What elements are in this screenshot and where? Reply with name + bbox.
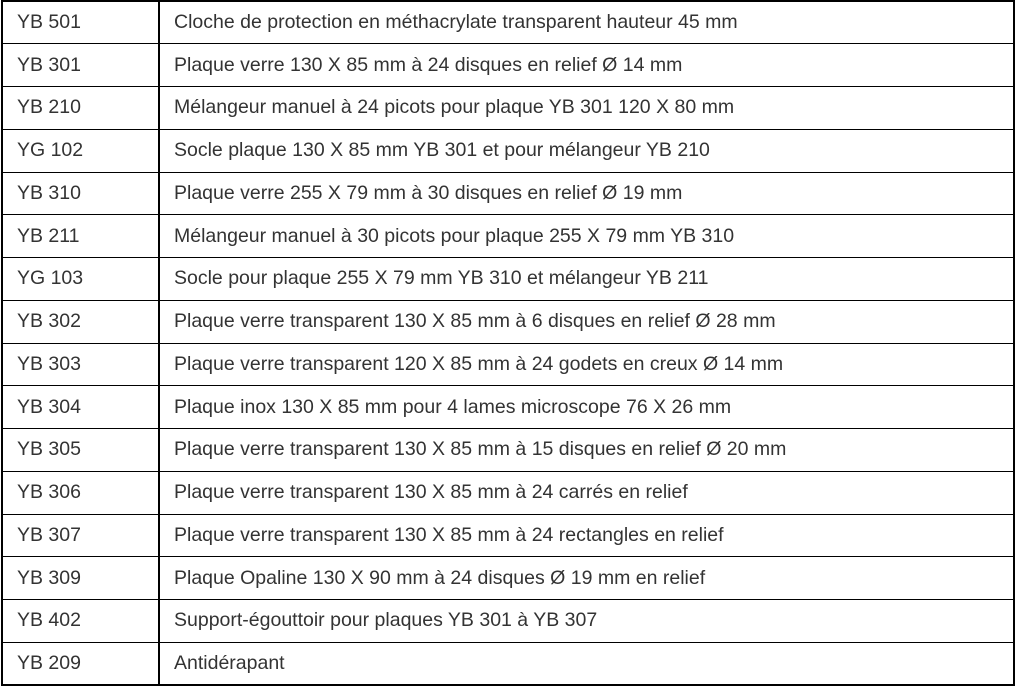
product-description: Support-égouttoir pour plaques YB 301 à YB 307 (159, 600, 1014, 643)
table-row (2, 172, 1014, 215)
product-description: Plaque verre transparent 130 X 85 mm à 24 rectangles en relief (159, 514, 1014, 557)
product-description: Socle plaque 130 X 85 mm YB 301 et pour mélangeur YB 210 (159, 129, 1014, 172)
product-code: YG 102 (2, 129, 159, 172)
product-code: YB 211 (2, 215, 159, 258)
product-code: YB 209 (2, 642, 159, 685)
product-code: YB 210 (2, 87, 159, 130)
table-row (2, 642, 1014, 685)
product-description: Plaque verre transparent 120 X 85 mm à 24 godets en creux Ø 14 mm (159, 343, 1014, 386)
product-description: Antidérapant (159, 642, 1014, 685)
table-row (2, 514, 1014, 557)
product-code: YB 309 (2, 557, 159, 600)
table-row (2, 557, 1014, 600)
product-description: Plaque verre transparent 130 X 85 mm à 24 carrés en relief (159, 471, 1014, 514)
table-row (2, 343, 1014, 386)
table-row (2, 215, 1014, 258)
product-description: Plaque verre transparent 130 X 85 mm à 6 disques en relief Ø 28 mm (159, 300, 1014, 343)
product-table (1, 0, 1015, 686)
product-code: YB 306 (2, 471, 159, 514)
product-description: Plaque Opaline 130 X 90 mm à 24 disques Ø 19 mm en relief (159, 557, 1014, 600)
table-row (2, 471, 1014, 514)
product-description: Socle pour plaque 255 X 79 mm YB 310 et mélangeur YB 211 (159, 258, 1014, 301)
product-description: Plaque verre 130 X 85 mm à 24 disques en relief Ø 14 mm (159, 44, 1014, 87)
table-row (2, 429, 1014, 472)
product-description: Plaque verre 255 X 79 mm à 30 disques en relief Ø 19 mm (159, 172, 1014, 215)
product-description: Plaque verre transparent 130 X 85 mm à 15 disques en relief Ø 20 mm (159, 429, 1014, 472)
product-description: Mélangeur manuel à 30 picots pour plaque 255 X 79 mm YB 310 (159, 215, 1014, 258)
product-code: YB 307 (2, 514, 159, 557)
product-code: YB 310 (2, 172, 159, 215)
table-row (2, 87, 1014, 130)
product-code: YB 303 (2, 343, 159, 386)
product-code: YB 301 (2, 44, 159, 87)
table-row (2, 258, 1014, 301)
table-row (2, 129, 1014, 172)
table-row (2, 386, 1014, 429)
product-code: YG 103 (2, 258, 159, 301)
product-code: YB 305 (2, 429, 159, 472)
table-row (2, 600, 1014, 643)
table-row (2, 1, 1014, 44)
product-code: YB 402 (2, 600, 159, 643)
product-code: YB 304 (2, 386, 159, 429)
product-description: Plaque inox 130 X 85 mm pour 4 lames microscope 76 X 26 mm (159, 386, 1014, 429)
product-description: Cloche de protection en méthacrylate transparent hauteur 45 mm (159, 1, 1014, 44)
table-row (2, 300, 1014, 343)
product-code: YB 501 (2, 1, 159, 44)
product-code: YB 302 (2, 300, 159, 343)
product-description: Mélangeur manuel à 24 picots pour plaque YB 301 120 X 80 mm (159, 87, 1014, 130)
table-row (2, 44, 1014, 87)
